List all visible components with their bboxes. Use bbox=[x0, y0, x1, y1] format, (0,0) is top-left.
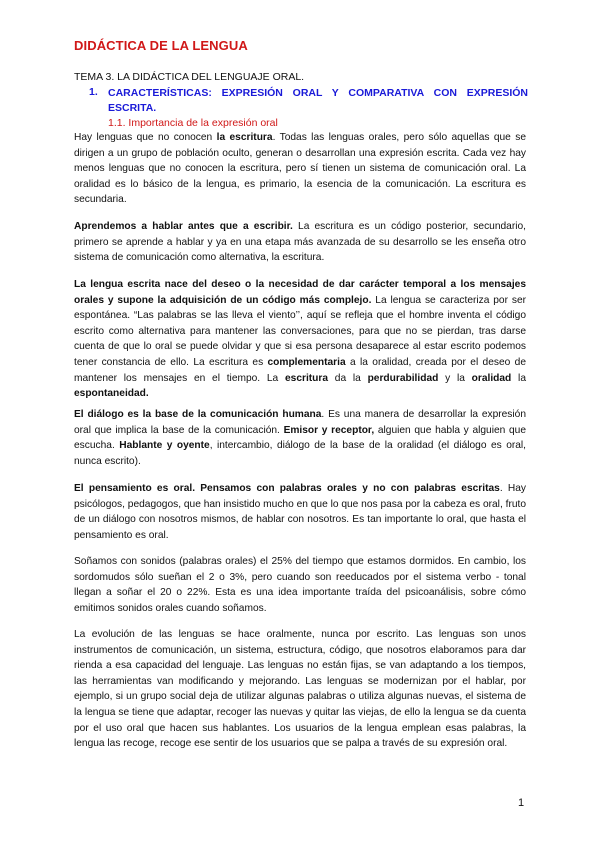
bold-text-run: Hablante y oyente bbox=[119, 440, 210, 452]
topic-heading: TEMA 3. LA DIDÁCTICA DEL LENGUAJE ORAL. bbox=[74, 71, 305, 83]
paragraph-4 bbox=[74, 407, 526, 469]
paragraph-1 bbox=[74, 130, 526, 208]
bold-text-run: oralidad bbox=[471, 372, 512, 384]
text-run: da la bbox=[328, 372, 368, 384]
text-run: La escritura es un código posterior, secundario, primero se aprende a hablar y ya en una etapa más avanzada de su desarrollo se les enseña otro sistema de comunicación como alternativa, la escritura. bbox=[74, 221, 526, 264]
bold-text-run: La lengua escrita nace del deseo o la necesidad de dar carácter temporal a los mensajes orales y supone la adquisición de un código más complejo. bbox=[74, 279, 526, 306]
bold-text-run: complementaria bbox=[267, 356, 346, 368]
text-run: Hay lenguas que no conocen bbox=[74, 132, 217, 143]
section-number: 1. bbox=[89, 86, 98, 98]
text-run: Soñamos con sonidos (palabras orales) el 25% del tiempo que estamos dormidos. En cambio, los sordomudos sólo sueñan el 2 o 3%, pero cuando son reeducados por el sistema verbo - tonal llegan a soñar el 20 o 22%. Esta es una idea importante traída del psicoanálisis, sobre cómo emitimos sonidos orales cuando soñamos. bbox=[74, 556, 526, 614]
text-run: a la oralidad, creada por el deseo de mantener los mensajes en el tiempo. La bbox=[74, 356, 526, 384]
text-run: La evolución de las lenguas se hace oralmente, nunca por escrito. Las lenguas son unos instrumentos de comunicación, un sistema, estructura, código, que nosotros elaboramos para dar rienda a esa capacidad del lenguaje. Las lenguas no están fijas, se van adaptando a los tiempos, las herramientas van modificando y mejorando. Las lenguas se modernizan por el hablar, por ejemplo, si un grupo social deja de utilizar algunas palabras o utiliza algunas nuevas, el sistema de la lengua se tiene que adaptar, recoger las nuevas y quitar las viejas, de ello la lengua se da cuenta por el uso oral que hacen sus hablantes. Los usuarios de la lengua emplean esas palabras, la lengua las recoge, recoge ese sentir de los usuarios que se palpa a través de su expresión oral. bbox=[74, 629, 526, 750]
paragraph-7 bbox=[74, 627, 526, 752]
bold-text-run: Emisor y receptor, bbox=[283, 424, 375, 436]
text-run: La lengua se caracteriza por ser espontánea. “Las palabras se las lleva el viento’’, aquí se refleja que el hombre inventa el código escrito como alternativa para mantener las conversaciones, para que no se pierdan, tras darse cuenta de que lo oral se puede olvidar y que si esa persona desaparece al estar escrito podemos tener constancia de ello. La escritura es bbox=[74, 294, 526, 368]
bold-text-run: Aprendemos a hablar antes que a escribir. bbox=[74, 221, 293, 232]
bold-text-run: escritura bbox=[284, 372, 329, 384]
document-title: DIDÁCTICA DE LA LENGUA bbox=[74, 38, 248, 53]
text-run: y la bbox=[438, 372, 472, 384]
bold-text-run: El diálogo es la base de la comunicación humana bbox=[74, 409, 322, 420]
text-run: la bbox=[511, 372, 526, 384]
section-title: CARACTERÍSTICAS: EXPRESIÓN ORAL Y COMPARATIVA CON EXPRESIÓN ESCRITA. bbox=[108, 87, 528, 114]
text-run: , intercambio, diálogo de la base de la oralidad (el diálogo es oral, nunca escrito). bbox=[74, 440, 527, 467]
page-number: 1 bbox=[518, 797, 525, 809]
bold-text-run: El pensamiento es oral. Pensamos con palabras orales y no con palabras escritas bbox=[74, 483, 500, 494]
text-run: . Todas las lenguas orales, pero sólo aquellas que se dirigen a un grupo de población oculto, generan o desarrollan una expresión escrita. Cada vez hay menos lenguas que no conocen la escritura, pero sí tienen un sistema de comunicación oral. La oralidad es lo básico de la lengua, es primario, la esencia de la comunicación. La escritura es secundaria. bbox=[74, 132, 526, 206]
bold-text-run: espontaneidad. bbox=[74, 388, 149, 400]
paragraph-3 bbox=[74, 277, 526, 402]
paragraph-6 bbox=[74, 554, 526, 616]
paragraph-2 bbox=[74, 219, 526, 266]
paragraph-5 bbox=[74, 481, 526, 543]
text-run: alguien que habla y alguien que escucha. bbox=[74, 424, 526, 452]
text-run: . Hay psicólogos, pedagogos, que han insistido mucho en que lo que nos pasa por la cabeza es oral, fruto de un diálogo con nosotros mismos, de hablar con nosotros. Es tan importante lo oral, que hasta el pensamiento es oral. bbox=[74, 483, 526, 541]
subsection-heading: 1.1. Importancia de la expresión oral bbox=[108, 117, 278, 129]
text-run: . Es una manera de desarrollar la expresión oral que implica la base de la comunicación. bbox=[74, 409, 526, 436]
bold-text-run: la escritura bbox=[216, 132, 273, 143]
bold-text-run: perdurabilidad bbox=[367, 372, 439, 384]
